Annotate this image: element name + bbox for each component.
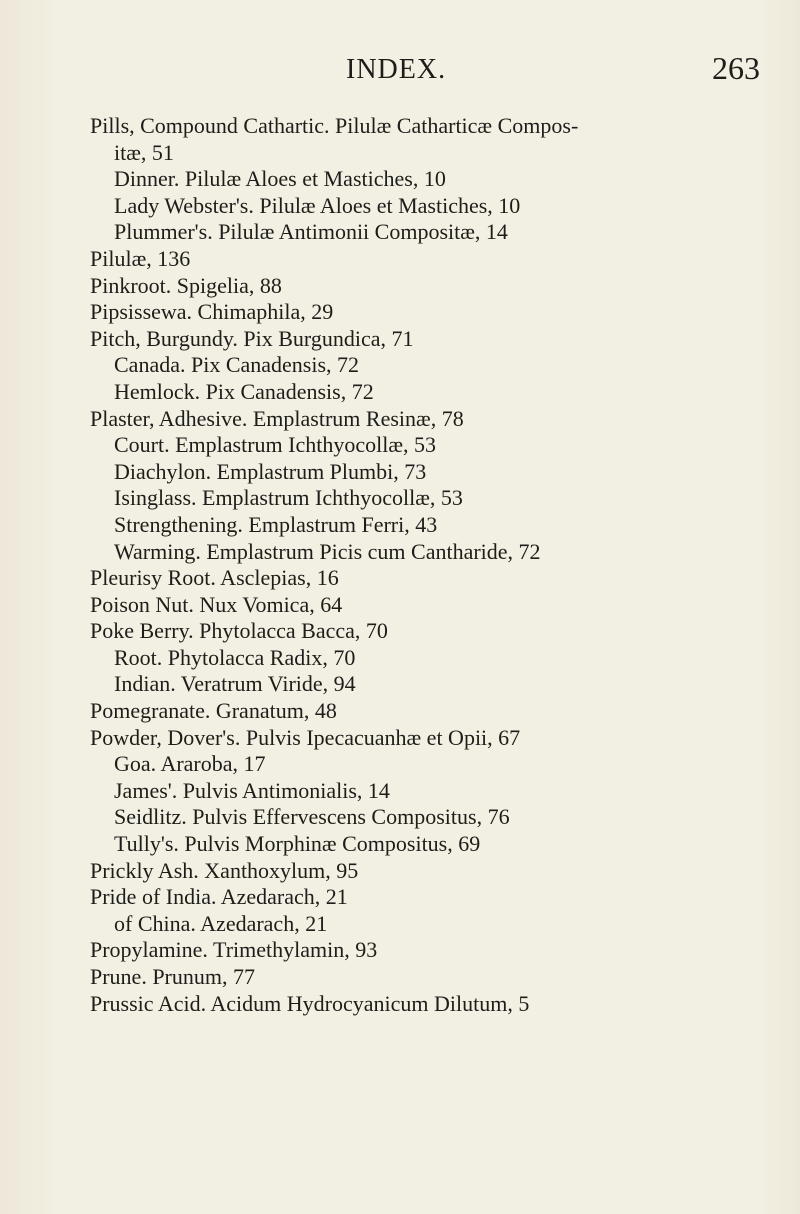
index-subentry: Warming. Emplastrum Picis cum Cantharide, 72 xyxy=(114,538,541,564)
index-subentry: Hemlock. Pix Canadensis, 72 xyxy=(114,378,374,404)
index-subentry: itæ, 51 xyxy=(114,139,174,165)
index-subentry: James'. Pulvis Antimonialis, 14 xyxy=(114,777,390,803)
index-entry: Prickly Ash. Xanthoxylum, 95 xyxy=(90,857,359,883)
index-entry: Plaster, Adhesive. Emplastrum Resinæ, 78 xyxy=(90,405,464,431)
index-entry: Pride of India. Azedarach, 21 xyxy=(90,884,348,910)
index-entry: Propylamine. Trimethylamin, 93 xyxy=(90,937,378,963)
index-entry: Prussic Acid. Acidum Hydrocyanicum Dilutum, 5 xyxy=(90,990,530,1016)
index-subentry: Diachylon. Emplastrum Plumbi, 73 xyxy=(114,458,427,484)
index-entry: Pleurisy Root. Asclepias, 16 xyxy=(90,565,339,591)
index-entry: Pilulæ, 136 xyxy=(90,245,191,271)
page-number: 263 xyxy=(712,50,760,86)
index-subentry: Strengthening. Emplastrum Ferri, 43 xyxy=(114,511,438,537)
index-entry: Powder, Dover's. Pulvis Ipecacuanhæ et Opii, 67 xyxy=(90,724,521,750)
index-subentry: Tully's. Pulvis Morphinæ Compositus, 69 xyxy=(114,831,481,857)
index-subentry: Plummer's. Pilulæ Antimonii Compositæ, 14 xyxy=(114,219,508,245)
index-subentry: Canada. Pix Canadensis, 72 xyxy=(114,352,360,378)
index-subentry: Indian. Veratrum Viride, 94 xyxy=(114,671,356,697)
page-title: INDEX. xyxy=(346,54,447,85)
index-entry: Poke Berry. Phytolacca Bacca, 70 xyxy=(90,618,388,644)
index-subentry: Goa. Araroba, 17 xyxy=(114,751,266,777)
index-entry: Prune. Prunum, 77 xyxy=(90,964,255,989)
index-entry: Poison Nut. Nux Vomica, 64 xyxy=(90,591,343,617)
index-entry: Pipsissewa. Chimaphila, 29 xyxy=(90,299,334,325)
index-subentry: Lady Webster's. Pilulæ Aloes et Mastiches, 10 xyxy=(114,192,521,218)
index-entries xyxy=(90,113,780,1017)
index-subentry: Isinglass. Emplastrum Ichthyocollæ, 53 xyxy=(114,485,463,511)
index-entry: Pitch, Burgundy. Pix Burgundica, 71 xyxy=(90,325,414,351)
index-subentry: of China. Azedarach, 21 xyxy=(114,910,328,936)
index-entry: Pills, Compound Cathartic. Pilulæ Catharticæ Compos- xyxy=(90,113,579,138)
index-entry: Pinkroot. Spigelia, 88 xyxy=(90,272,282,298)
index-subentry: Court. Emplastrum Ichthyocollæ, 53 xyxy=(114,432,437,458)
index-subentry: Seidlitz. Pulvis Effervescens Compositus, 76 xyxy=(114,804,510,830)
index-subentry: Dinner. Pilulæ Aloes et Mastiches, 10 xyxy=(114,166,446,192)
running-head xyxy=(0,44,800,84)
index-entry: Pomegranate. Granatum, 48 xyxy=(90,698,337,724)
index-subentry: Root. Phytolacca Radix, 70 xyxy=(114,644,356,670)
